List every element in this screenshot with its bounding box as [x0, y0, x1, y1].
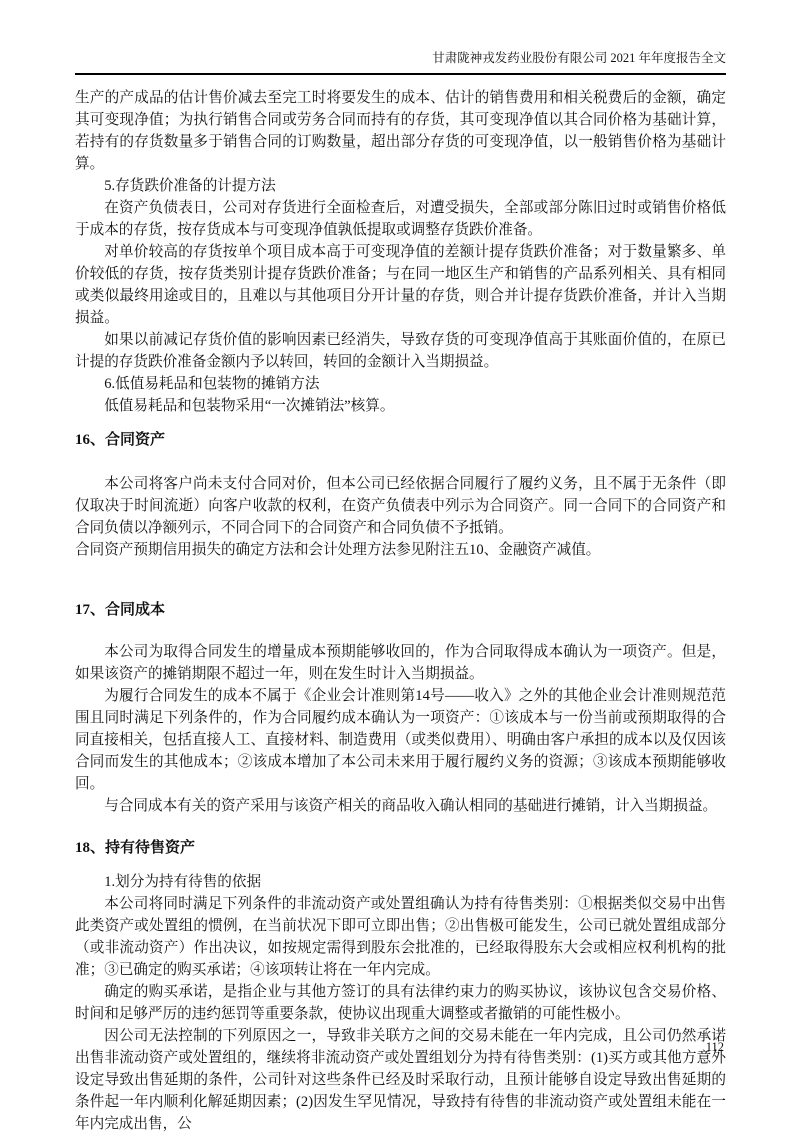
paragraph: 与合同成本有关的资产采用与该资产相关的商品收入确认相同的基础进行摊销，计入当期损益。: [104, 798, 718, 814]
sub-item-6: 6.低值易耗品和包装物的摊销方法: [104, 376, 320, 392]
document-body: [75, 87, 726, 1135]
section-heading-18-assets-held-for-sale: 18、持有待售资产: [75, 840, 196, 856]
section-heading-16-contract-assets: 16、合同资产: [75, 432, 166, 448]
sub-item-5: 5.存货跌价准备的计提方法: [104, 178, 276, 194]
page-number: 112: [705, 1040, 724, 1054]
paragraph: 因公司无法控制的下列原因之一，导致非关联方之间的交易未能在一年内完成，且公司仍然承诺出售非流动资产或处置组的，继续将非流动资产或处置组划分为持有待售类别：(1)买方或其他方意外设定导致出售延期的条件，公司针对这些条件已经及时采取行动，且预计能够自设定导致出售延期的条件起一年内顺利化解延期因素；(2)因发生罕见情况，导致持有待售的非流动资产或处置组未能在一年内完成出售，公: [75, 1028, 726, 1132]
paragraph: 在资产负债表日，公司对存货进行全面检查后，对遭受损失，全部或部分陈旧过时或销售价格低于成本的存货，按存货成本与可变现净值孰低提取或调整存货跌价准备。: [75, 200, 726, 238]
paragraph: 如果以前减记存货价值的影响因素已经消失，导致存货的可变现净值高于其账面价值的，在原已计提的存货跌价准备金额内予以转回，转回的金额计入当期损益。: [75, 332, 726, 370]
paragraph: 对单价较高的存货按单个项目成本高于可变现净值的差额计提存货跌价准备；对于数量繁多、单价较低的存货，按存货类别计提存货跌价准备；与在同一地区生产和销售的产品系列相关、具有相同或类似最终用途或目的，且难以与其他项目分开计量的存货，则合并计提存货跌价准备，并计入当期损益。: [75, 244, 726, 326]
paragraph: 本公司将同时满足下列条件的非流动资产或处置组确认为持有待售类别：①根据类似交易中出售此类资产或处置组的惯例，在当前状况下即可立即出售；②出售极可能发生，公司已就处置组成部分（或非流动资产）作出决议，如按规定需得到股东会批准的，已经取得股东大会或相应权利机构的批准；③已确定的购买承诺；④该项转让将在一年内完成。: [75, 896, 726, 978]
report-title: 甘肃陇神戎发药业股份有限公司 2021 年年度报告全文: [432, 51, 726, 65]
paragraph: 为履行合同发生的成本不属于《企业会计准则第14号——收入》之外的其他企业会计准则规范范围且同时满足下列条件的，作为合同履约成本确认为一项资产：①该成本与一份当前或预期取得的合同直接相关，包括直接人工、直接材料、制造费用（或类似费用）、明确由客户承担的成本以及仅因该合同而发生的其他成本；②该成本增加了本公司未来用于履行履约义务的资源；③该成本预期能够收回。: [75, 688, 726, 792]
document-header: [75, 50, 726, 75]
section-heading-17-contract-costs: 17、合同成本: [75, 602, 166, 618]
paragraph: 本公司为取得合同发生的增量成本预期能够收回的，作为合同取得成本确认为一项资产。但是，如果该资产的摊销期限不超过一年，则在发生时计入当期损益。: [75, 644, 726, 682]
paragraph: 确定的购买承诺，是指企业与其他方签订的具有法律约束力的购买协议，该协议包含交易价格、时间和足够严厉的违约惩罚等重要条款，使协议出现重大调整或者撤销的可能性极小。: [75, 984, 726, 1022]
paragraph: 生产的产成品的估计售价减去至完工时将要发生的成本、估计的销售费用和相关税费后的金额，确定其可变现净值；为执行销售合同或劳务合同而持有的存货，其可变现净值以其合同价格为基础计算，若持有的存货数量多于销售合同的订购数量，超出部分存货的可变现净值，以一般销售价格为基础计算。: [75, 90, 726, 172]
sub-item-1: 1.划分为持有待售的依据: [104, 874, 262, 890]
paragraph: 合同资产预期信用损失的确定方法和会计处理方法参见附注五10、金融资产减值。: [75, 542, 601, 558]
paragraph: 本公司将客户尚未支付合同对价，但本公司已经依据合同履行了履约义务，且不属于无条件（即仅取决于时间流逝）向客户收款的权利，在资产负债表中列示为合同资产。同一合同下的合同资产和合同负债以净额列示，不同合同下的合同资产和合同负债不予抵销。: [75, 476, 726, 536]
paragraph: 低值易耗品和包装物采用“一次摊销法”核算。: [104, 398, 395, 414]
